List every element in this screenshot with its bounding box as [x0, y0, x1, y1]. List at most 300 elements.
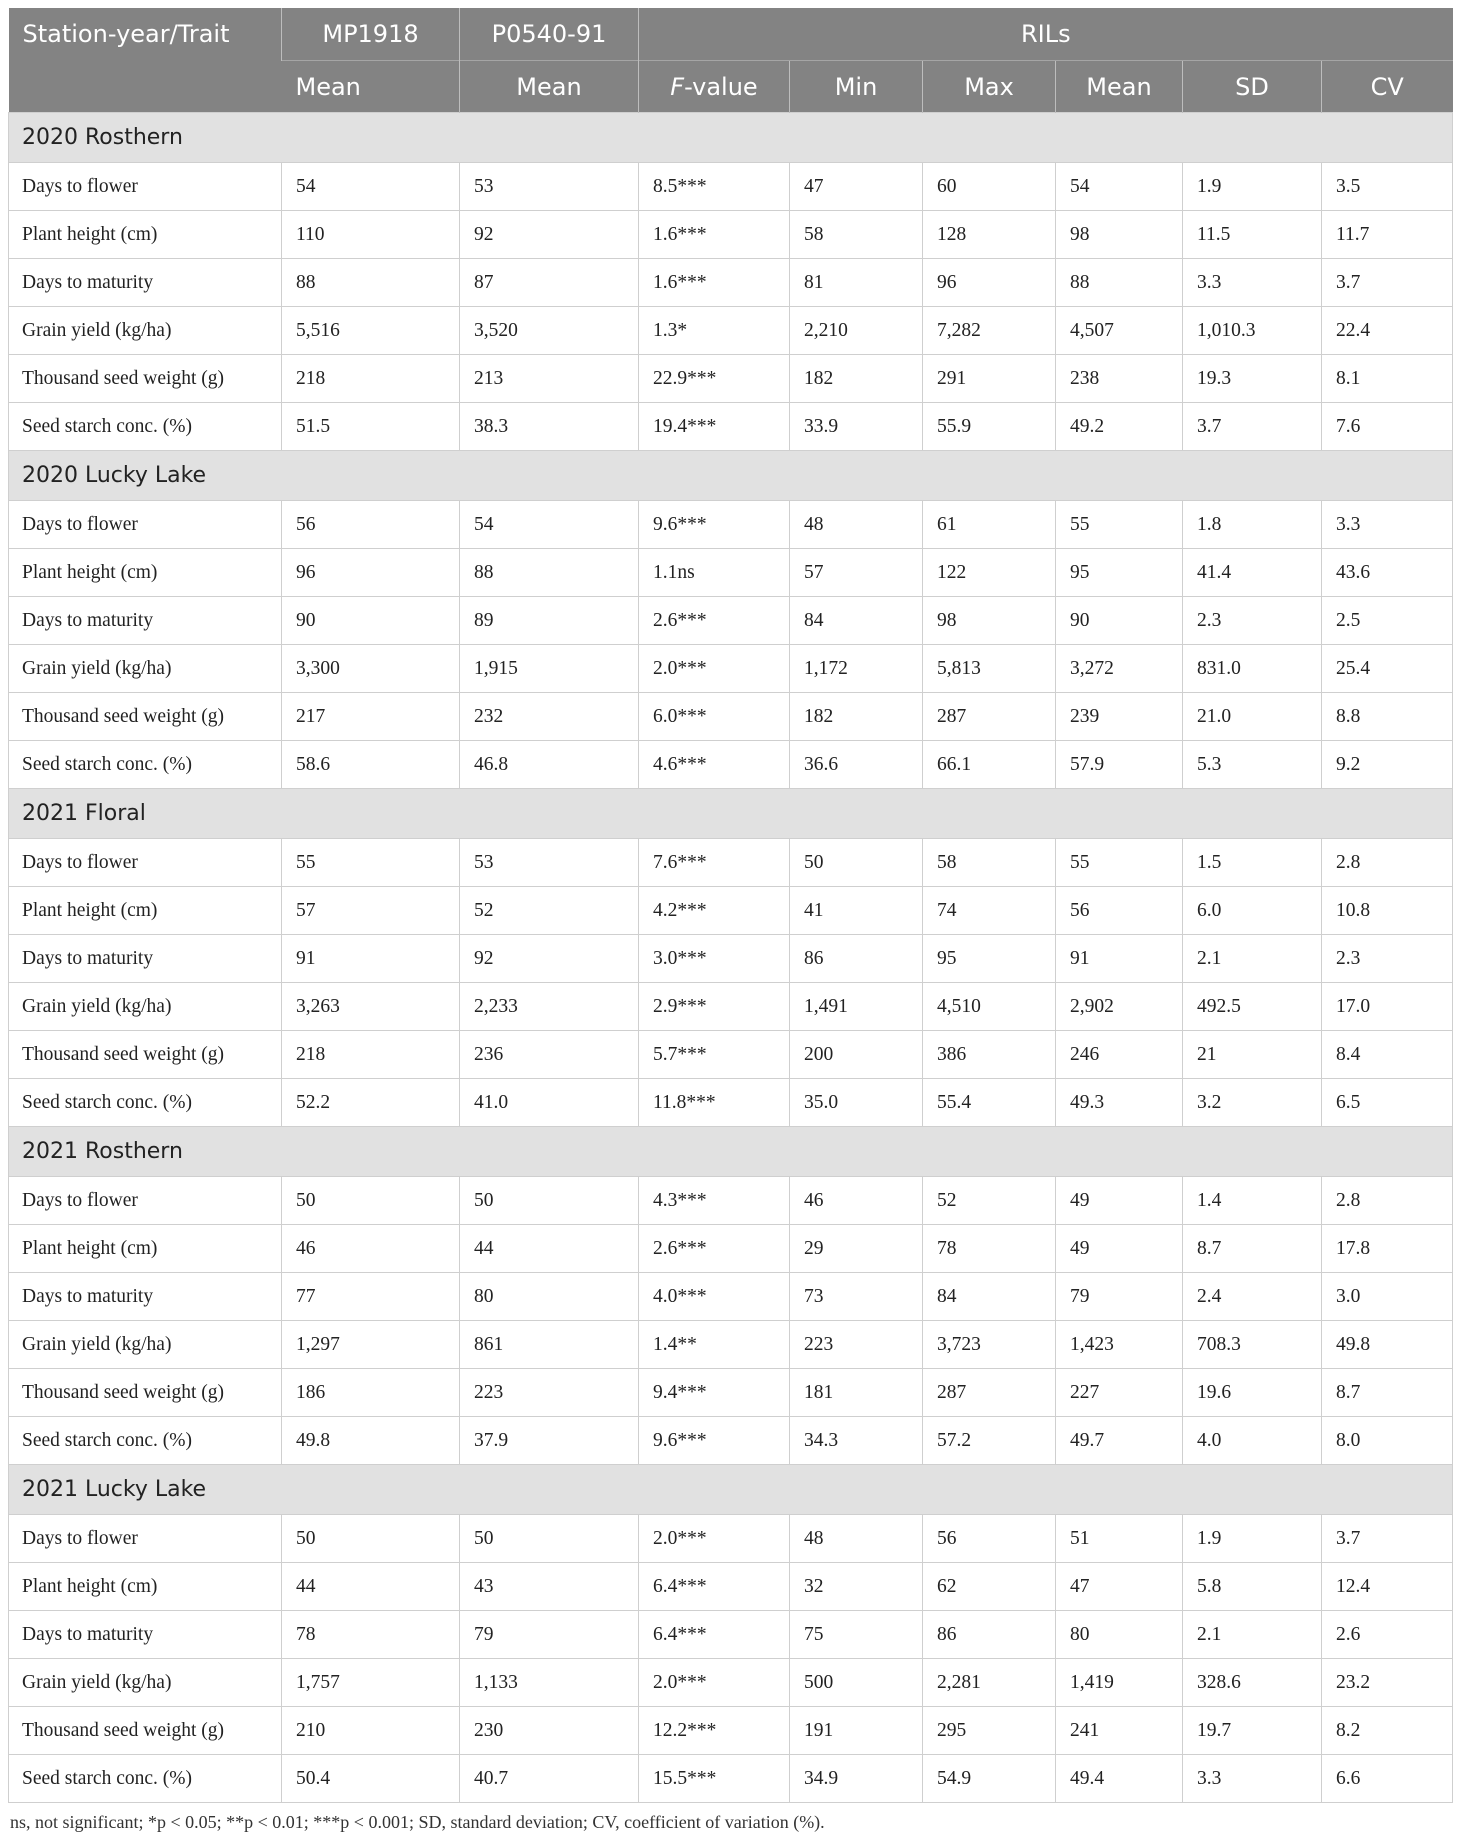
table-cell: 57 — [282, 887, 460, 935]
table-cell: 47 — [790, 163, 923, 211]
table-cell: 5,516 — [282, 307, 460, 355]
trait-label: Plant height (cm) — [9, 1225, 282, 1273]
table-row — [9, 1563, 1453, 1611]
table-cell: 53 — [460, 839, 639, 887]
trait-label: Days to flower — [9, 1515, 282, 1563]
table-cell: 2,281 — [923, 1659, 1056, 1707]
table-cell: 3.7 — [1322, 1515, 1453, 1563]
table-cell: 128 — [923, 211, 1056, 259]
table-cell: 2.8 — [1322, 839, 1453, 887]
section-row — [9, 789, 1453, 839]
table-row — [9, 549, 1453, 597]
table-cell: 2.1 — [1183, 935, 1322, 983]
table-cell: 1,133 — [460, 1659, 639, 1707]
trait-label: Grain yield (kg/ha) — [9, 307, 282, 355]
table-row — [9, 693, 1453, 741]
table-cell: 49 — [1056, 1225, 1183, 1273]
table-cell: 78 — [923, 1225, 1056, 1273]
footnote: ns, not significant; *p < 0.05; **p < 0.01; ***p < 0.001; SD, standard deviation; CV, coefficient of variation (%). — [10, 1812, 825, 1832]
table-cell: 88 — [282, 259, 460, 307]
table-cell: 41.0 — [460, 1079, 639, 1127]
table-cell: 5.8 — [1183, 1563, 1322, 1611]
trait-label: Thousand seed weight (g) — [9, 1369, 282, 1417]
table-cell: 91 — [1056, 935, 1183, 983]
table-cell: 49 — [1056, 1177, 1183, 1225]
table-cell: 191 — [790, 1707, 923, 1755]
table-cell: 57.9 — [1056, 741, 1183, 789]
table-cell: 55 — [1056, 839, 1183, 887]
table-cell: 831.0 — [1183, 645, 1322, 693]
trait-label: Days to flower — [9, 163, 282, 211]
table-body — [9, 113, 1453, 1803]
table-cell: 217 — [282, 693, 460, 741]
table-row — [9, 1369, 1453, 1417]
table-cell: 182 — [790, 355, 923, 403]
table-row — [9, 741, 1453, 789]
table-row — [9, 839, 1453, 887]
trait-label: Days to maturity — [9, 597, 282, 645]
header-max: Max — [923, 61, 1056, 113]
table-cell: 2.1 — [1183, 1611, 1322, 1659]
table-cell: 98 — [923, 597, 1056, 645]
table-cell: 1.9 — [1183, 1515, 1322, 1563]
table-cell: 2.6*** — [639, 597, 790, 645]
table-cell: 9.2 — [1322, 741, 1453, 789]
table-cell: 54 — [460, 501, 639, 549]
table-cell: 3,272 — [1056, 645, 1183, 693]
table-cell: 1.9 — [1183, 163, 1322, 211]
table-cell: 2.4 — [1183, 1273, 1322, 1321]
table-row — [9, 1079, 1453, 1127]
table-cell: 49.8 — [1322, 1321, 1453, 1369]
table-cell: 36.6 — [790, 741, 923, 789]
trait-label: Thousand seed weight (g) — [9, 1031, 282, 1079]
table-cell: 8.7 — [1183, 1225, 1322, 1273]
table-cell: 32 — [790, 1563, 923, 1611]
trait-label: Days to maturity — [9, 1273, 282, 1321]
table-cell: 73 — [790, 1273, 923, 1321]
table-cell: 41 — [790, 887, 923, 935]
header-sd: SD — [1183, 61, 1322, 113]
table-cell: 210 — [282, 1707, 460, 1755]
table-row — [9, 163, 1453, 211]
trait-label: Grain yield (kg/ha) — [9, 1659, 282, 1707]
table-cell: 8.0 — [1322, 1417, 1453, 1465]
table-cell: 50 — [460, 1177, 639, 1225]
trait-label: Thousand seed weight (g) — [9, 1707, 282, 1755]
table-cell: 3,723 — [923, 1321, 1056, 1369]
table-cell: 8.4 — [1322, 1031, 1453, 1079]
table-row — [9, 355, 1453, 403]
header-cv: CV — [1322, 61, 1453, 113]
table-cell: 2.0*** — [639, 1659, 790, 1707]
table-cell: 3.3 — [1183, 1755, 1322, 1803]
table-cell: 1,010.3 — [1183, 307, 1322, 355]
table-cell: 3.0 — [1322, 1273, 1453, 1321]
table-cell: 88 — [460, 549, 639, 597]
table-cell: 2.0*** — [639, 645, 790, 693]
table-cell: 95 — [923, 935, 1056, 983]
table-cell: 287 — [923, 1369, 1056, 1417]
table-cell: 49.8 — [282, 1417, 460, 1465]
table-cell: 1.5 — [1183, 839, 1322, 887]
table-cell: 50 — [282, 1515, 460, 1563]
table-cell: 1.4** — [639, 1321, 790, 1369]
table-cell: 44 — [460, 1225, 639, 1273]
table-cell: 80 — [1056, 1611, 1183, 1659]
table-cell: 218 — [282, 355, 460, 403]
table-cell: 29 — [790, 1225, 923, 1273]
table-cell: 58.6 — [282, 741, 460, 789]
table-cell: 4.6*** — [639, 741, 790, 789]
table-cell: 3.5 — [1322, 163, 1453, 211]
section-row — [9, 451, 1453, 501]
table-cell: 1.3* — [639, 307, 790, 355]
table-cell: 10.8 — [1322, 887, 1453, 935]
table-cell: 1.6*** — [639, 259, 790, 307]
table-cell: 2.8 — [1322, 1177, 1453, 1225]
table-cell: 55 — [282, 839, 460, 887]
table-cell: 1.4 — [1183, 1177, 1322, 1225]
table-cell: 1.1ns — [639, 549, 790, 597]
table-cell: 295 — [923, 1707, 1056, 1755]
table-cell: 89 — [460, 597, 639, 645]
table-cell: 5,813 — [923, 645, 1056, 693]
table-cell: 8.7 — [1322, 1369, 1453, 1417]
table-cell: 17.8 — [1322, 1225, 1453, 1273]
header-parent1: MP1918 — [282, 8, 460, 61]
table-cell: 38.3 — [460, 403, 639, 451]
section-title: 2020 Lucky Lake — [9, 451, 1453, 501]
trait-label: Plant height (cm) — [9, 887, 282, 935]
table-cell: 2.0*** — [639, 1515, 790, 1563]
trait-label: Days to flower — [9, 839, 282, 887]
section-title: 2021 Rosthern — [9, 1127, 1453, 1177]
table-cell: 122 — [923, 549, 1056, 597]
table-cell: 47 — [1056, 1563, 1183, 1611]
table-cell: 58 — [923, 839, 1056, 887]
table-cell: 55.4 — [923, 1079, 1056, 1127]
table-cell: 79 — [1056, 1273, 1183, 1321]
table-cell: 35.0 — [790, 1079, 923, 1127]
table-cell: 53 — [460, 163, 639, 211]
table-row — [9, 501, 1453, 549]
table-cell: 52.2 — [282, 1079, 460, 1127]
table-cell: 92 — [460, 211, 639, 259]
table-cell: 90 — [282, 597, 460, 645]
table-cell: 19.4*** — [639, 403, 790, 451]
table-cell: 227 — [1056, 1369, 1183, 1417]
table-cell: 51.5 — [282, 403, 460, 451]
table-cell: 223 — [790, 1321, 923, 1369]
table-cell: 86 — [923, 1611, 1056, 1659]
table-cell: 1,915 — [460, 645, 639, 693]
table-cell: 3,520 — [460, 307, 639, 355]
table-cell: 56 — [282, 501, 460, 549]
table-cell: 49.2 — [1056, 403, 1183, 451]
table-cell: 22.4 — [1322, 307, 1453, 355]
table-cell: 23.2 — [1322, 1659, 1453, 1707]
table-cell: 223 — [460, 1369, 639, 1417]
table-cell: 41.4 — [1183, 549, 1322, 597]
header-fvalue: F-value — [639, 61, 790, 113]
table-row — [9, 1177, 1453, 1225]
table-row — [9, 1225, 1453, 1273]
table-cell: 6.4*** — [639, 1563, 790, 1611]
table-cell: 1,757 — [282, 1659, 460, 1707]
table-cell: 12.2*** — [639, 1707, 790, 1755]
table-cell: 328.6 — [1183, 1659, 1322, 1707]
table-cell: 49.4 — [1056, 1755, 1183, 1803]
table-cell: 2,233 — [460, 983, 639, 1031]
table-row — [9, 1611, 1453, 1659]
table-cell: 90 — [1056, 597, 1183, 645]
table-cell: 78 — [282, 1611, 460, 1659]
table-cell: 1,491 — [790, 983, 923, 1031]
table-cell: 8.8 — [1322, 693, 1453, 741]
table-row — [9, 1273, 1453, 1321]
header-mean-rils: Mean — [1056, 61, 1183, 113]
table-cell: 48 — [790, 1515, 923, 1563]
table-cell: 6.0 — [1183, 887, 1322, 935]
table-cell: 87 — [460, 259, 639, 307]
table-cell: 95 — [1056, 549, 1183, 597]
table-cell: 238 — [1056, 355, 1183, 403]
table-cell: 2.3 — [1322, 935, 1453, 983]
table-cell: 186 — [282, 1369, 460, 1417]
table-cell: 46.8 — [460, 741, 639, 789]
table-cell: 2.5 — [1322, 597, 1453, 645]
table-cell: 37.9 — [460, 1417, 639, 1465]
table-cell: 5.3 — [1183, 741, 1322, 789]
table-cell: 21.0 — [1183, 693, 1322, 741]
table-cell: 54 — [1056, 163, 1183, 211]
table-cell: 3.3 — [1322, 501, 1453, 549]
table-cell: 2.6 — [1322, 1611, 1453, 1659]
table-cell: 4,507 — [1056, 307, 1183, 355]
table-cell: 75 — [790, 1611, 923, 1659]
trait-label: Days to maturity — [9, 935, 282, 983]
table-cell: 5.7*** — [639, 1031, 790, 1079]
trait-label: Seed starch conc. (%) — [9, 1755, 282, 1803]
table-row — [9, 1417, 1453, 1465]
table-cell: 88 — [1056, 259, 1183, 307]
table-cell: 236 — [460, 1031, 639, 1079]
table-cell: 43 — [460, 1563, 639, 1611]
table-cell: 98 — [1056, 211, 1183, 259]
section-title: 2021 Floral — [9, 789, 1453, 839]
table-cell: 21 — [1183, 1031, 1322, 1079]
trait-label: Thousand seed weight (g) — [9, 355, 282, 403]
table-cell: 11.8*** — [639, 1079, 790, 1127]
table-cell: 34.9 — [790, 1755, 923, 1803]
table-cell: 50.4 — [282, 1755, 460, 1803]
table-cell: 60 — [923, 163, 1056, 211]
header-station-trait: Station-year/Trait — [9, 8, 282, 113]
table-cell: 54 — [282, 163, 460, 211]
table-cell: 492.5 — [1183, 983, 1322, 1031]
table-cell: 3.7 — [1322, 259, 1453, 307]
table-cell: 2.9*** — [639, 983, 790, 1031]
table-cell: 19.6 — [1183, 1369, 1322, 1417]
header-mean-parent2: Mean — [460, 61, 639, 113]
table-cell: 92 — [460, 935, 639, 983]
table-cell: 55.9 — [923, 403, 1056, 451]
table-cell: 2.3 — [1183, 597, 1322, 645]
table-cell: 500 — [790, 1659, 923, 1707]
table-row — [9, 983, 1453, 1031]
table-cell: 56 — [1056, 887, 1183, 935]
table-cell: 6.5 — [1322, 1079, 1453, 1127]
table-cell: 44 — [282, 1563, 460, 1611]
table-cell: 66.1 — [923, 741, 1056, 789]
trait-label: Plant height (cm) — [9, 1563, 282, 1611]
section-row — [9, 1465, 1453, 1515]
table-cell: 1,297 — [282, 1321, 460, 1369]
table-cell: 15.5*** — [639, 1755, 790, 1803]
table-cell: 11.7 — [1322, 211, 1453, 259]
table-cell: 46 — [790, 1177, 923, 1225]
table-cell: 51 — [1056, 1515, 1183, 1563]
table-cell: 22.9*** — [639, 355, 790, 403]
table-cell: 3,300 — [282, 645, 460, 693]
table-cell: 6.4*** — [639, 1611, 790, 1659]
table-row — [9, 887, 1453, 935]
table-cell: 3,263 — [282, 983, 460, 1031]
table-cell: 12.4 — [1322, 1563, 1453, 1611]
table-cell: 57 — [790, 549, 923, 597]
table-cell: 291 — [923, 355, 1056, 403]
table-cell: 4.0*** — [639, 1273, 790, 1321]
table-cell: 52 — [923, 1177, 1056, 1225]
table-cell: 49.7 — [1056, 1417, 1183, 1465]
header-mean-parent1: Mean — [282, 61, 460, 113]
table-cell: 50 — [282, 1177, 460, 1225]
table-cell: 50 — [790, 839, 923, 887]
table-cell: 213 — [460, 355, 639, 403]
section-row — [9, 113, 1453, 163]
table-cell: 46 — [282, 1225, 460, 1273]
table-cell: 7.6 — [1322, 403, 1453, 451]
table-cell: 61 — [923, 501, 1056, 549]
table-row — [9, 1755, 1453, 1803]
table-cell: 200 — [790, 1031, 923, 1079]
table-cell: 6.0*** — [639, 693, 790, 741]
table-cell: 49.3 — [1056, 1079, 1183, 1127]
table-row — [9, 1659, 1453, 1707]
table-cell: 77 — [282, 1273, 460, 1321]
table-row — [9, 259, 1453, 307]
table-cell: 287 — [923, 693, 1056, 741]
header-parent2: P0540-91 — [460, 8, 639, 61]
table-cell: 1,423 — [1056, 1321, 1183, 1369]
trait-label: Grain yield (kg/ha) — [9, 1321, 282, 1369]
trait-label: Days to maturity — [9, 1611, 282, 1659]
table-row — [9, 1515, 1453, 1563]
table-cell: 96 — [282, 549, 460, 597]
table-cell: 81 — [790, 259, 923, 307]
table-cell: 9.6*** — [639, 1417, 790, 1465]
table-cell: 62 — [923, 1563, 1056, 1611]
table-cell: 8.2 — [1322, 1707, 1453, 1755]
table-cell: 33.9 — [790, 403, 923, 451]
table-cell: 17.0 — [1322, 983, 1453, 1031]
table-cell: 6.6 — [1322, 1755, 1453, 1803]
table-cell: 79 — [460, 1611, 639, 1659]
table-cell: 56 — [923, 1515, 1056, 1563]
table-cell: 386 — [923, 1031, 1056, 1079]
table-cell: 54.9 — [923, 1755, 1056, 1803]
table-cell: 3.0*** — [639, 935, 790, 983]
table-row — [9, 1707, 1453, 1755]
table-cell: 58 — [790, 211, 923, 259]
table-row — [9, 307, 1453, 355]
table-cell: 34.3 — [790, 1417, 923, 1465]
table-cell: 861 — [460, 1321, 639, 1369]
table-cell: 230 — [460, 1707, 639, 1755]
table-cell: 1,172 — [790, 645, 923, 693]
table-cell: 110 — [282, 211, 460, 259]
table-cell: 8.5*** — [639, 163, 790, 211]
table-cell: 1.8 — [1183, 501, 1322, 549]
table-row — [9, 1031, 1453, 1079]
table-cell: 9.4*** — [639, 1369, 790, 1417]
table-cell: 218 — [282, 1031, 460, 1079]
table-cell: 40.7 — [460, 1755, 639, 1803]
table-cell: 239 — [1056, 693, 1183, 741]
trait-label: Seed starch conc. (%) — [9, 403, 282, 451]
table-cell: 96 — [923, 259, 1056, 307]
header-rils: RILs — [639, 8, 1453, 61]
table-cell: 4.2*** — [639, 887, 790, 935]
table-cell: 80 — [460, 1273, 639, 1321]
table-cell: 232 — [460, 693, 639, 741]
trait-label: Grain yield (kg/ha) — [9, 983, 282, 1031]
table-row — [9, 645, 1453, 693]
table-cell: 9.6*** — [639, 501, 790, 549]
table-cell: 55 — [1056, 501, 1183, 549]
table-cell: 246 — [1056, 1031, 1183, 1079]
trait-label: Days to flower — [9, 1177, 282, 1225]
table-header — [9, 8, 1453, 113]
table-cell: 182 — [790, 693, 923, 741]
table-cell: 7.6*** — [639, 839, 790, 887]
table-cell: 3.2 — [1183, 1079, 1322, 1127]
table-container — [8, 8, 1452, 1833]
table-cell: 2,902 — [1056, 983, 1183, 1031]
trait-label: Days to flower — [9, 501, 282, 549]
table-cell: 3.7 — [1183, 403, 1322, 451]
table-row — [9, 1321, 1453, 1369]
trait-label: Seed starch conc. (%) — [9, 1079, 282, 1127]
table-row — [9, 403, 1453, 451]
table-row — [9, 211, 1453, 259]
header-min: Min — [790, 61, 923, 113]
trait-table — [8, 8, 1453, 1803]
table-cell: 57.2 — [923, 1417, 1056, 1465]
table-cell: 2.6*** — [639, 1225, 790, 1273]
section-title: 2021 Lucky Lake — [9, 1465, 1453, 1515]
trait-label: Plant height (cm) — [9, 549, 282, 597]
table-cell: 1,419 — [1056, 1659, 1183, 1707]
table-cell: 48 — [790, 501, 923, 549]
table-cell: 11.5 — [1183, 211, 1322, 259]
table-cell: 19.3 — [1183, 355, 1322, 403]
table-cell: 19.7 — [1183, 1707, 1322, 1755]
table-cell: 8.1 — [1322, 355, 1453, 403]
table-row — [9, 935, 1453, 983]
trait-label: Seed starch conc. (%) — [9, 741, 282, 789]
